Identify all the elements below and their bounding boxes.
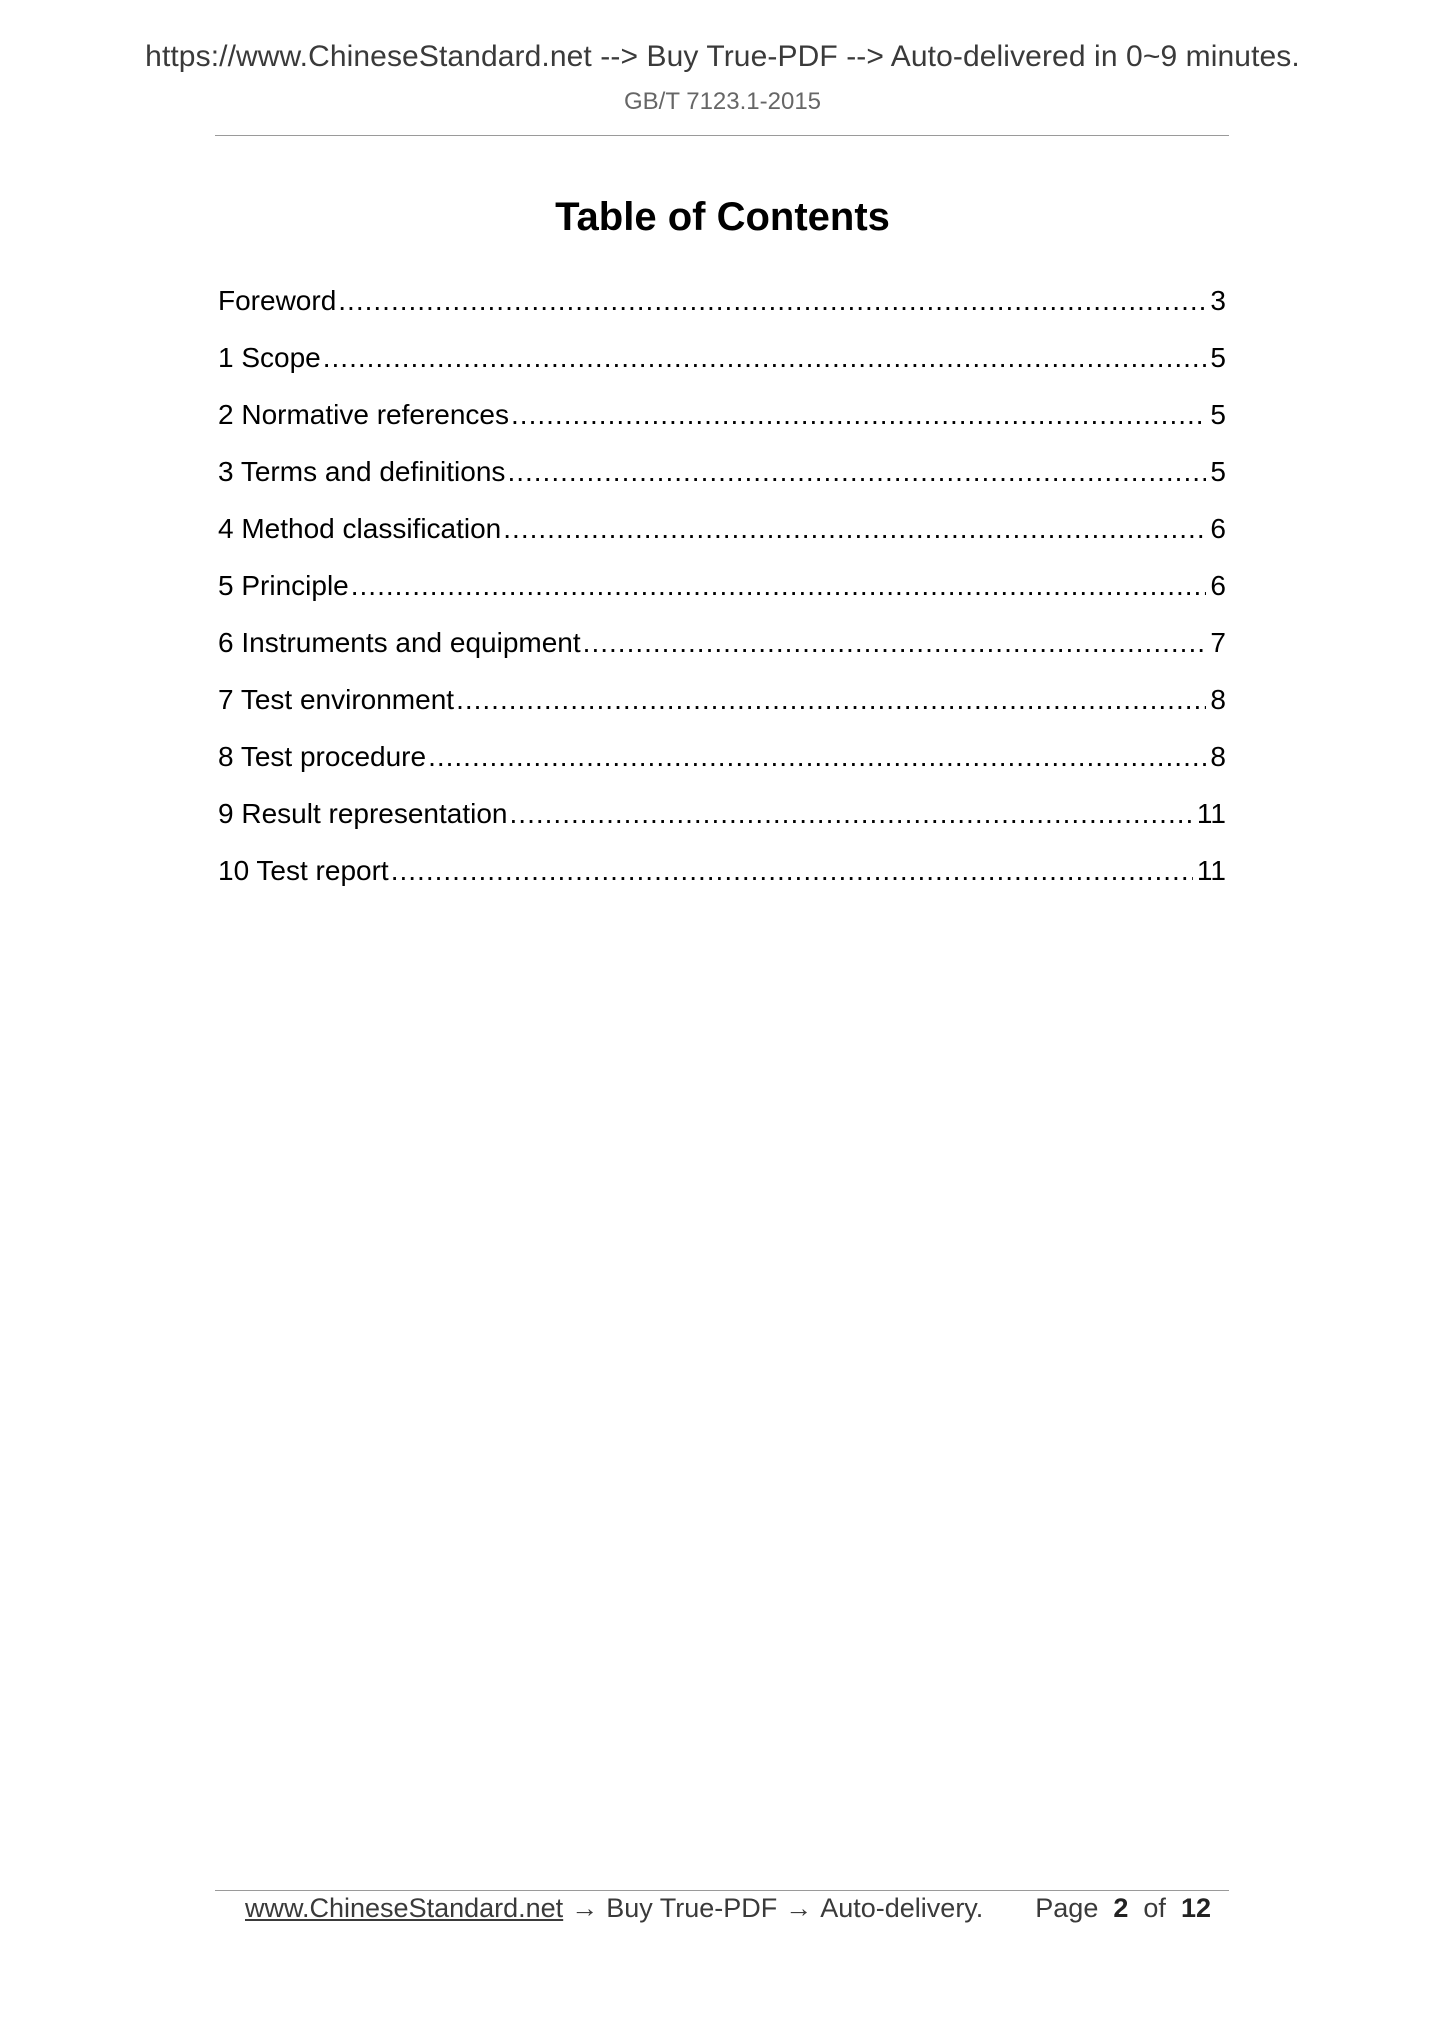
arrow-right-icon: → — [785, 1893, 813, 1923]
toc-entry-page: 5 — [1210, 399, 1226, 430]
toc-entry-label: 7 Test environment — [218, 684, 455, 715]
footer-buy-text: Buy True-PDF — [606, 1893, 778, 1923]
toc-entry-test-procedure[interactable] — [218, 741, 1226, 798]
footer-website-link[interactable]: www.ChineseStandard.net — [245, 1893, 564, 1923]
toc-entry-label: 6 Instruments and equipment — [218, 627, 581, 658]
current-page-number: 2 — [1113, 1893, 1129, 1923]
toc-entry-page: 5 — [1210, 456, 1226, 487]
toc-dot-leader — [338, 285, 1206, 317]
toc-entry-label: 1 Scope — [218, 342, 321, 373]
toc-entry-page: 7 — [1210, 627, 1226, 658]
toc-entry-test-environment[interactable] — [218, 684, 1226, 741]
top-banner: https://www.ChineseStandard.net --> Buy True-PDF --> Auto-delivered in 0~9 minutes. — [145, 40, 1300, 73]
toc-entry-label: 5 Principle — [218, 570, 349, 601]
page-word: Page — [1035, 1893, 1099, 1923]
toc-entry-page: 5 — [1210, 342, 1226, 373]
of-word: of — [1143, 1893, 1166, 1923]
toc-entry-label: 2 Normative references — [218, 399, 510, 430]
toc-entry-principle[interactable] — [218, 570, 1226, 627]
toc-entry-scope[interactable] — [218, 342, 1226, 399]
toc-entry-label: 10 Test report — [218, 855, 389, 886]
toc-dot-leader — [456, 684, 1206, 716]
toc-entry-label: 4 Method classification — [218, 513, 502, 544]
total-page-count: 12 — [1180, 1893, 1211, 1923]
toc-entry-terms-and-definitions[interactable] — [218, 456, 1226, 513]
toc-dot-leader — [351, 570, 1207, 602]
toc-entry-page: 11 — [1196, 798, 1226, 829]
toc-entry-label: 8 Test procedure — [218, 741, 427, 772]
page-indicator — [1035, 1893, 1211, 1924]
document-code: GB/T 7123.1-2015 — [623, 88, 822, 115]
toc-dot-leader — [428, 741, 1206, 773]
toc-dot-leader — [507, 456, 1206, 488]
toc-entry-page: 6 — [1210, 513, 1226, 544]
toc-dot-leader — [511, 399, 1206, 431]
footer-delivery-text: Auto-delivery. — [820, 1893, 984, 1923]
toc-dot-leader — [323, 342, 1207, 374]
toc-title: Table of Contents — [555, 195, 890, 239]
toc-entry-label: Foreword — [218, 285, 337, 316]
toc-entry-page: 8 — [1210, 684, 1226, 715]
footer-divider — [215, 1890, 1229, 1891]
arrow-right-icon: → — [571, 1893, 599, 1923]
toc-entry-test-report[interactable] — [218, 855, 1226, 912]
toc-entry-page: 6 — [1210, 570, 1226, 601]
toc-entry-normative-references[interactable] — [218, 399, 1226, 456]
toc-entry-instruments-and-equipment[interactable] — [218, 627, 1226, 684]
toc-dot-leader — [510, 798, 1193, 830]
toc-dot-leader — [583, 627, 1207, 659]
page-footer — [245, 1893, 1225, 1933]
toc-entry-foreword[interactable] — [218, 285, 1226, 342]
toc-dot-leader — [503, 513, 1206, 545]
toc-entry-label: 9 Result representation — [218, 798, 508, 829]
toc-list — [218, 285, 1226, 912]
toc-entry-method-classification[interactable] — [218, 513, 1226, 570]
toc-entry-page: 11 — [1196, 855, 1226, 886]
toc-entry-page: 8 — [1210, 741, 1226, 772]
header-divider — [215, 135, 1229, 136]
toc-entry-label: 3 Terms and definitions — [218, 456, 506, 487]
toc-entry-result-representation[interactable] — [218, 798, 1226, 855]
toc-entry-page: 3 — [1210, 285, 1226, 316]
toc-dot-leader — [391, 855, 1193, 887]
